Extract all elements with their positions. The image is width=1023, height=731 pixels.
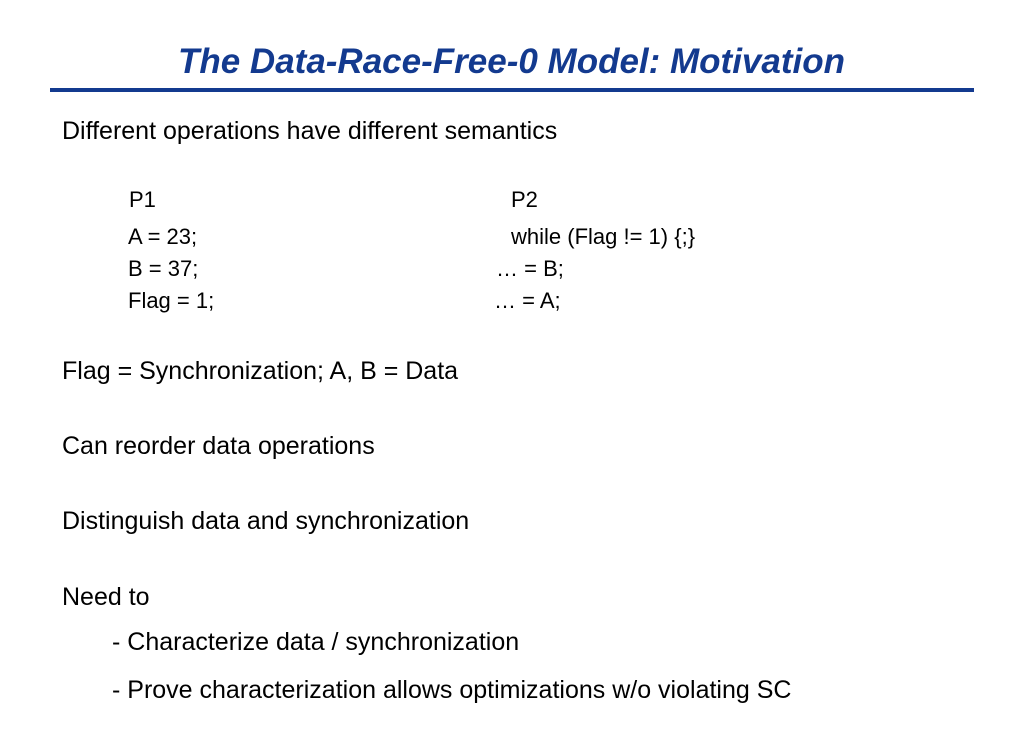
title-divider (50, 88, 974, 92)
statement-reorder: Can reorder data operations (62, 432, 375, 460)
sub-bullet: - Characterize data / synchronization (112, 628, 520, 656)
statement-classification: Flag = Synchronization; A, B = Data (62, 357, 459, 385)
intro-text: Different operations have different semantics (62, 117, 558, 145)
statement-distinguish: Distinguish data and synchronization (62, 507, 470, 535)
p2-line: … = A; (494, 288, 561, 313)
p2-header: P2 (511, 187, 538, 212)
p1-line: B = 37; (128, 256, 199, 281)
p2-line: while (Flag != 1) {;} (511, 224, 696, 249)
p1-line: A = 23; (128, 224, 198, 249)
slide-title: The Data-Race-Free-0 Model: Motivation (177, 42, 846, 81)
statement-need-to: Need to (62, 583, 150, 611)
p1-line: Flag = 1; (128, 288, 215, 313)
p1-header: P1 (129, 187, 156, 212)
sub-bullet: - Prove characterization allows optimizations w/o violating SC (112, 676, 792, 704)
p2-line: … = B; (496, 256, 564, 281)
